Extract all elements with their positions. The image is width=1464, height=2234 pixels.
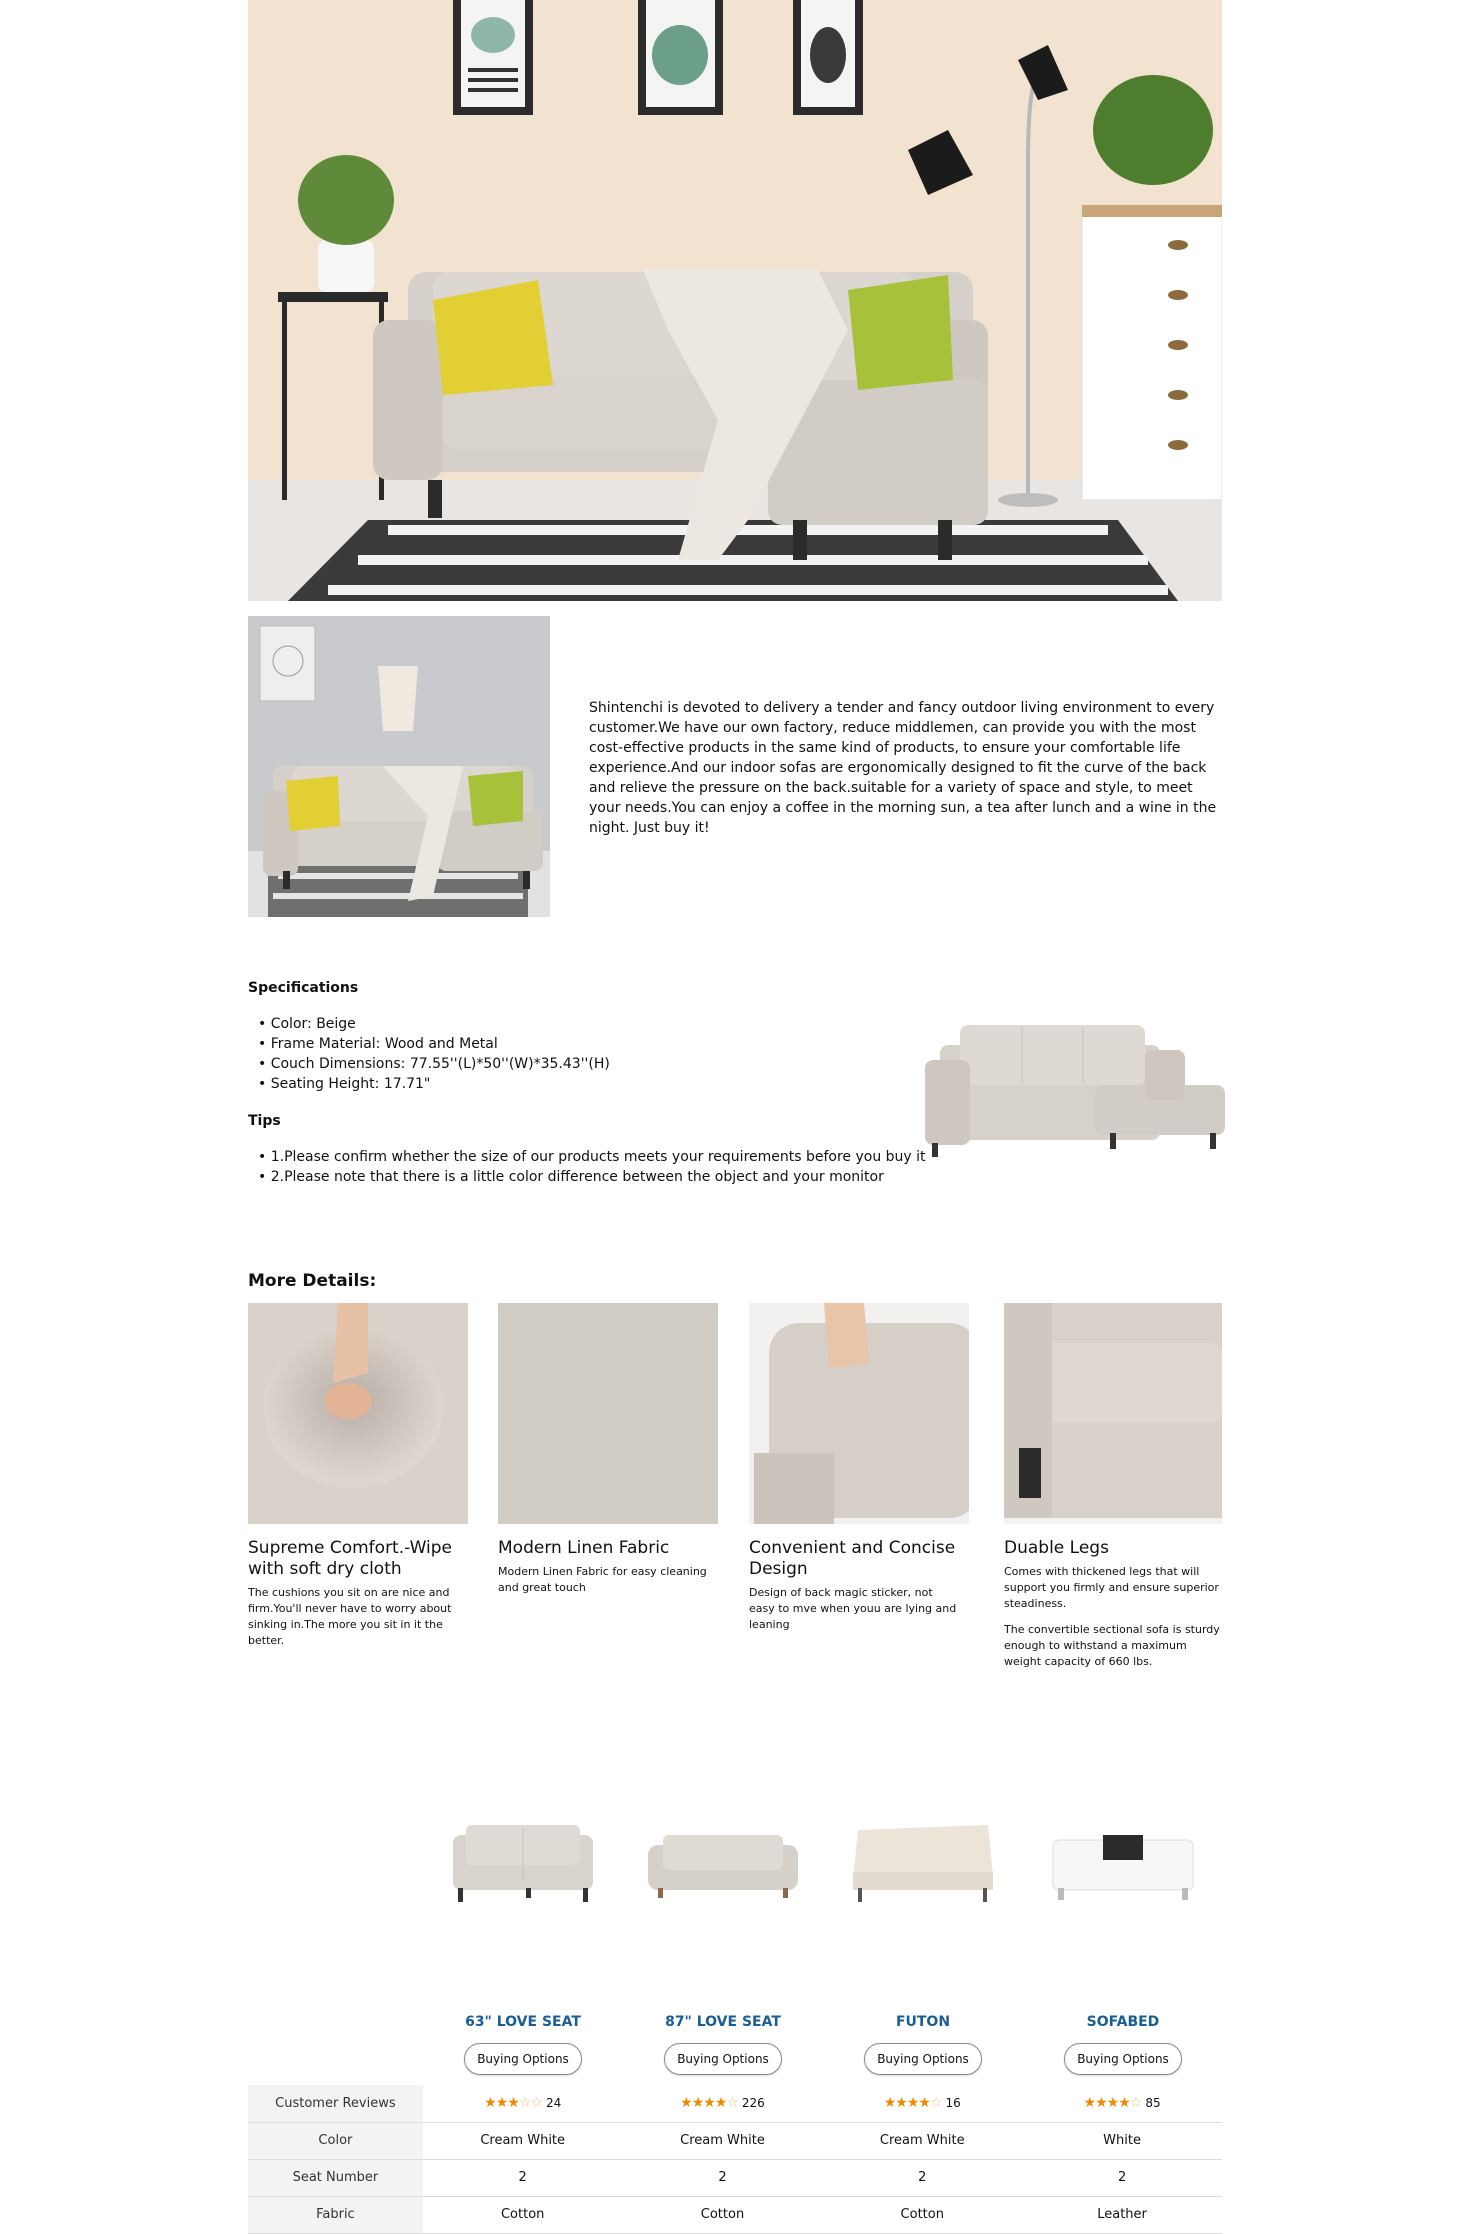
tips-list <box>258 1147 926 1187</box>
detail-card-legs <box>1004 1303 1222 1670</box>
row-header: Fabric <box>248 2196 423 2233</box>
detail-title: Modern Linen Fabric <box>498 1538 670 1558</box>
futon-image[interactable] <box>848 1820 998 1912</box>
more-details-heading: More Details: <box>248 1271 377 1291</box>
spec-item: • Frame Material: Wood and Metal <box>258 1034 610 1054</box>
detail-card-comfort <box>248 1303 468 1649</box>
review-cell[interactable] <box>423 2085 623 2122</box>
cushion-press-image <box>248 1303 468 1524</box>
star-rating-icon[interactable]: ★★★★☆ <box>883 2095 942 2112</box>
sofa-leg-image <box>1004 1303 1222 1524</box>
detail-text: Modern Linen Fabric for easy cleaning and great touch <box>498 1565 707 1594</box>
loveseat-87-image[interactable] <box>648 1820 798 1912</box>
spec-item: • Color: Beige <box>258 1014 610 1034</box>
table-row <box>248 2085 1222 2122</box>
row-header: Color <box>248 2122 423 2159</box>
buying-options-button[interactable]: Buying Options <box>864 2043 982 2075</box>
sofabed-image[interactable] <box>1048 1820 1198 1912</box>
color-cell: Cream White <box>623 2122 823 2159</box>
detail-text: Design of back magic sticker, not easy to mve when youu are lying and leaning <box>749 1586 957 1631</box>
tip-item: • 2.Please note that there is a little color difference between the object and your monitor <box>258 1167 926 1187</box>
seat-cell: 2 <box>623 2159 823 2196</box>
detail-title: Convenient and Concise Design <box>749 1538 956 1579</box>
tips-heading: Tips <box>248 1113 281 1129</box>
color-cell: Cream White <box>822 2122 1022 2159</box>
table-row <box>248 2122 1222 2159</box>
fabric-cell: Leather <box>1022 2196 1222 2233</box>
product-name[interactable]: FUTON <box>895 2014 951 2030</box>
brand-description: Shintenchi is devoted to delivery a tender and fancy outdoor living environment to every customer.We have our own factory, reduce middlemen, can provide you with the most cost-effective products in the same kind of products, to ensure your comfortable life experience.And our indoor sofas are ergonomically designed to fit the curve of the back and relieve the pressure on the back.suitable for a variety of space and style, to meet your needs.You can enjoy a coffee in the morning sun, a tea after lunch and a wine in the night. Just buy it! <box>589 700 1217 836</box>
detail-text: The convertible sectional sofa is sturdy enough to withstand a maximum weight capacity of 660 lbs. <box>1004 1623 1220 1668</box>
seat-cell: 2 <box>822 2159 1022 2196</box>
buying-options-button[interactable]: Buying Options <box>1064 2043 1182 2075</box>
seat-cell: 2 <box>423 2159 623 2196</box>
review-cell[interactable] <box>623 2085 823 2122</box>
detail-text: The cushions you sit on are nice and firm.You'll never have to worry about sinking in.The more you sit in it the better. <box>248 1586 452 1647</box>
row-header: Seat Number <box>248 2159 423 2196</box>
fabric-cell: Cotton <box>623 2196 823 2233</box>
row-header: Customer Reviews <box>248 2085 423 2122</box>
table-row <box>248 2159 1222 2196</box>
spec-item: • Couch Dimensions: 77.55''(L)*50''(W)*35.43''(H) <box>258 1054 610 1074</box>
buying-options-button[interactable]: Buying Options <box>464 2043 582 2075</box>
product-name[interactable]: 63" LOVE SEAT <box>465 2014 581 2030</box>
detail-card-fabric <box>498 1303 718 1596</box>
seat-cell: 2 <box>1022 2159 1222 2196</box>
review-cell[interactable] <box>822 2085 1022 2122</box>
color-cell: White <box>1022 2122 1222 2159</box>
linen-fabric-image <box>498 1303 718 1524</box>
detail-title: Duable Legs <box>1004 1538 1109 1558</box>
spec-sofa-image <box>920 1015 1226 1165</box>
specifications-heading: Specifications <box>248 980 359 996</box>
review-count[interactable]: 24 <box>545 2096 562 2111</box>
review-count[interactable]: 16 <box>945 2096 961 2111</box>
comparison-table <box>248 2085 1222 2234</box>
table-row <box>248 2196 1222 2233</box>
loveseat-63-image[interactable] <box>448 1820 598 1912</box>
color-cell: Cream White <box>423 2122 623 2159</box>
spec-item: • Seating Height: 17.71" <box>258 1074 610 1094</box>
review-count[interactable]: 226 <box>741 2096 765 2111</box>
star-rating-icon[interactable]: ★★★★☆ <box>680 2095 738 2112</box>
detail-card-design <box>749 1303 969 1633</box>
detail-text: Comes with thickened legs that will support you firmly and ensure superior steadiness. <box>1004 1565 1219 1610</box>
detail-title: Supreme Comfort.-Wipe with soft dry cloth <box>248 1538 452 1579</box>
fabric-cell: Cotton <box>423 2196 623 2233</box>
review-count[interactable]: 85 <box>1145 2096 1161 2111</box>
star-rating-icon[interactable]: ★★★☆☆ <box>484 2095 542 2112</box>
review-cell[interactable] <box>1022 2085 1222 2122</box>
back-cushion-image <box>749 1303 969 1524</box>
buying-options-button[interactable]: Buying Options <box>664 2043 782 2075</box>
fabric-cell: Cotton <box>822 2196 1022 2233</box>
intro-sofa-image <box>248 616 550 917</box>
product-name[interactable]: 87" LOVE SEAT <box>665 2014 781 2030</box>
product-name[interactable]: SOFABED <box>1086 2014 1160 2030</box>
star-rating-icon[interactable]: ★★★★☆ <box>1083 2095 1142 2112</box>
hero-product-image <box>248 0 1222 601</box>
specifications-list <box>258 1014 610 1094</box>
tip-item: • 1.Please confirm whether the size of our products meets your requirements before you buy it <box>258 1147 926 1167</box>
